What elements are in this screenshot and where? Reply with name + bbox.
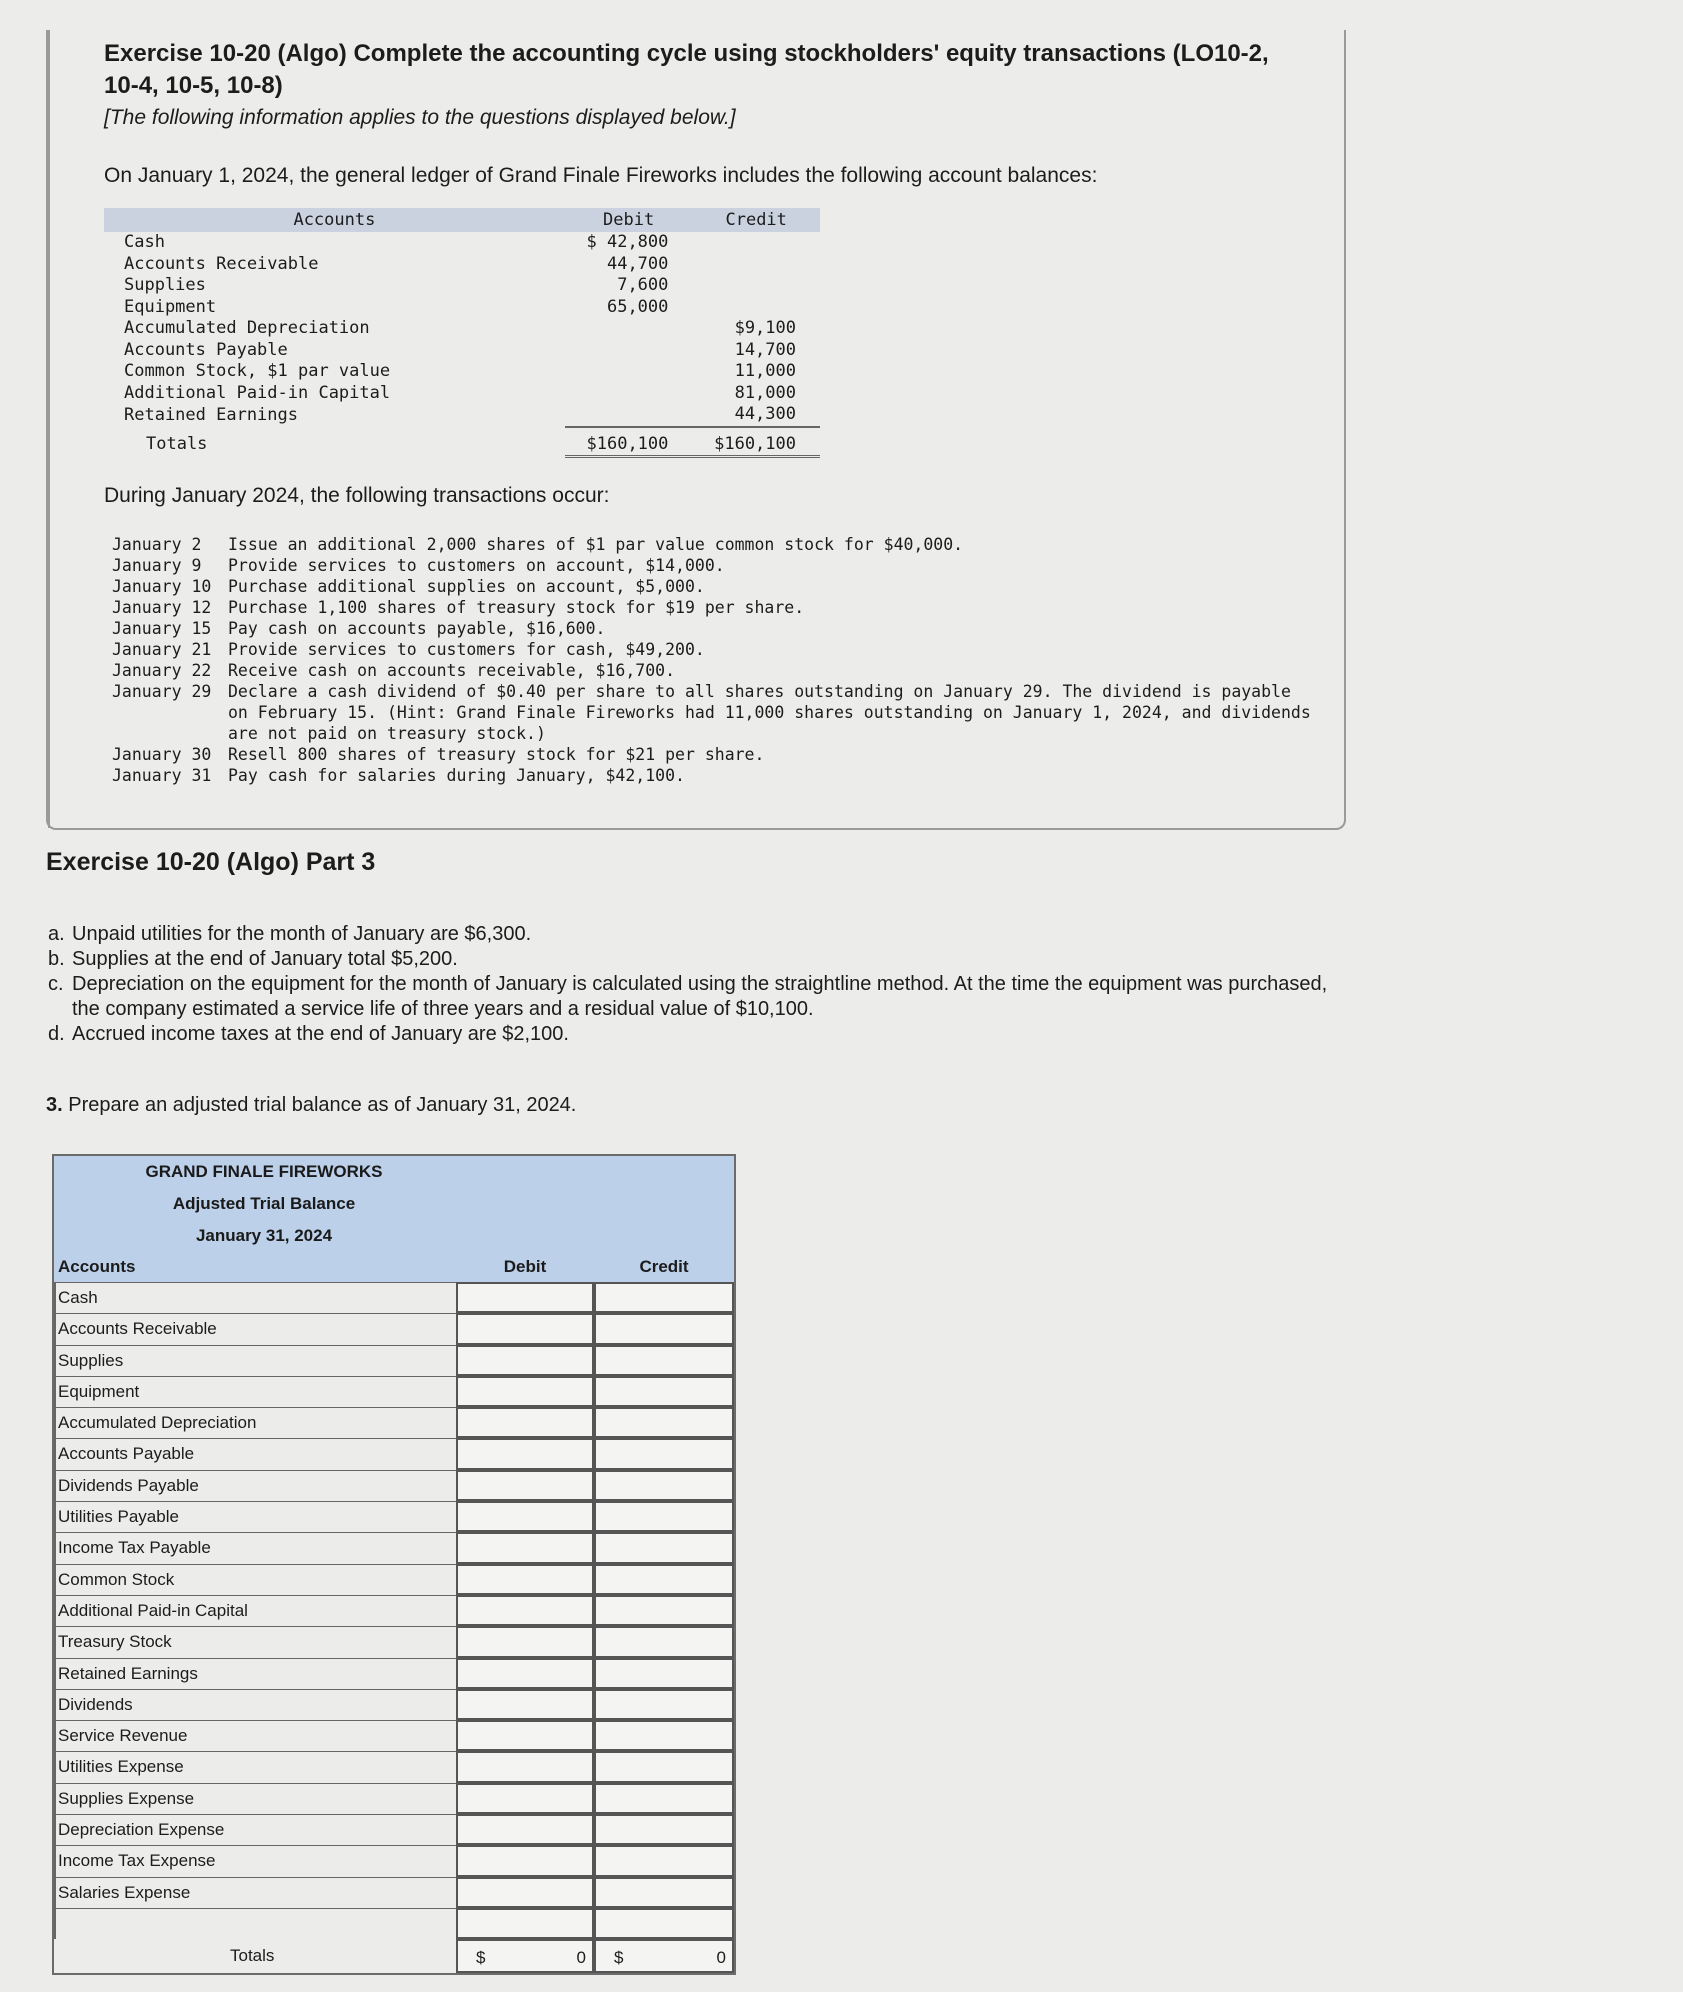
ledger-debit: 7,600	[617, 275, 669, 295]
atb-blank-credit-input[interactable]	[594, 1908, 734, 1939]
transaction-item	[112, 639, 1312, 660]
ledger-accounts-header: Accounts	[104, 208, 565, 232]
transaction-text: Issue an additional 2,000 shares of $1 par value common stock for $40,000.	[228, 535, 964, 554]
ledger-debit	[565, 404, 693, 427]
atb-credit-input[interactable]	[594, 1658, 734, 1689]
adjustment-text: Unpaid utilities for the month of January are $6,300.	[72, 923, 532, 945]
transaction-item	[112, 576, 1312, 597]
atb-debit-input[interactable]	[456, 1501, 594, 1532]
atb-accounts-header: Accounts	[58, 1257, 136, 1276]
transaction-item	[112, 681, 1312, 744]
transaction-date: January 9	[112, 556, 202, 575]
atb-credit-input[interactable]	[594, 1532, 734, 1563]
atb-credit-input[interactable]	[594, 1720, 734, 1751]
question-text: Prepare an adjusted trial balance as of January 31, 2024.	[68, 1094, 577, 1116]
transaction-date: January 12	[112, 598, 212, 617]
atb-account-name[interactable]: Utilities Expense	[54, 1751, 456, 1782]
atb-row	[54, 1438, 734, 1469]
ledger-row	[104, 383, 820, 405]
ledger-credit: 11,000	[734, 361, 796, 381]
transaction-text: Purchase 1,100 shares of treasury stock for $19 per share.	[228, 598, 805, 617]
transaction-text: Provide services to customers for cash, $49,200.	[228, 640, 705, 659]
atb-credit-input[interactable]	[594, 1438, 734, 1469]
adjustment-label: d.	[48, 1023, 65, 1045]
atb-credit-input[interactable]	[594, 1376, 734, 1407]
atb-column-headers	[54, 1252, 734, 1282]
ledger-debit: 65,000	[606, 296, 669, 317]
ledger-account: Common Stock, $1 par value	[124, 361, 391, 381]
atb-debit-input[interactable]	[456, 1595, 594, 1626]
atb-account-name[interactable]: Salaries Expense	[54, 1877, 456, 1908]
atb-account-name[interactable]: Equipment	[54, 1376, 456, 1407]
atb-heading	[54, 1156, 734, 1252]
adjustment-label: a.	[48, 923, 65, 945]
transaction-date: January 10	[112, 577, 212, 596]
info-note: [The following information applies to the questions displayed below.]	[104, 106, 736, 129]
atb-row	[54, 1658, 734, 1689]
atb-row	[54, 1470, 734, 1501]
ledger-account: Additional Paid-in Capital	[124, 382, 391, 403]
atb-credit-input[interactable]	[594, 1407, 734, 1438]
atb-account-name[interactable]: Dividends	[54, 1689, 456, 1720]
ledger-debit-header: Debit	[565, 208, 693, 232]
atb-account-name[interactable]: Accounts Payable	[54, 1438, 456, 1469]
atb-totals-label: Totals	[230, 1946, 275, 1966]
transaction-date: January 30	[112, 745, 212, 764]
ledger-totals-row	[104, 427, 820, 457]
atb-row	[54, 1564, 734, 1595]
ledger-credit: 14,700	[734, 339, 796, 360]
ledger-account: Cash	[124, 232, 165, 252]
question	[46, 1094, 576, 1117]
atb-credit-input[interactable]	[594, 1877, 734, 1908]
ledger-debit	[565, 361, 693, 383]
atb-account-name[interactable]: Service Revenue	[54, 1720, 456, 1751]
atb-credit-input[interactable]	[594, 1626, 734, 1657]
transaction-text: Receive cash on accounts receivable, $16,700.	[228, 661, 676, 680]
atb-credit-input[interactable]	[594, 1751, 734, 1782]
atb-debit-input[interactable]	[456, 1345, 594, 1376]
atb-debit-input[interactable]	[456, 1877, 594, 1908]
atb-debit-input[interactable]	[456, 1376, 594, 1407]
atb-row	[54, 1376, 734, 1407]
transaction-item	[112, 555, 1312, 576]
adjustment-text: Depreciation on the equipment for the month of January is calculated using the straightline method. At the time the equipment was purchased, the company estimated a service life of three years and a residual value of $10,100.	[72, 973, 1328, 1020]
atb-account-name[interactable]: Supplies	[54, 1345, 456, 1376]
adjustment-item	[48, 972, 1348, 1022]
atb-credit-input[interactable]	[594, 1689, 734, 1720]
ledger-total-credit: $160,100	[692, 427, 820, 457]
atb-account-name[interactable]: Depreciation Expense	[54, 1814, 456, 1845]
atb-row	[54, 1720, 734, 1751]
ledger-debit: 44,700	[606, 253, 669, 274]
adjustment-item	[48, 922, 1348, 947]
atb-debit-input[interactable]	[456, 1407, 594, 1438]
atb-debit-input[interactable]	[456, 1720, 594, 1751]
atb-account-name[interactable]: Dividends Payable	[54, 1470, 456, 1501]
ledger-credit	[692, 275, 820, 297]
atb-row	[54, 1407, 734, 1438]
atb-credit-input[interactable]	[594, 1501, 734, 1532]
atb-row	[54, 1845, 734, 1876]
atb-debit-input[interactable]	[456, 1751, 594, 1782]
atb-blank-debit-input[interactable]	[456, 1908, 594, 1939]
atb-row	[54, 1783, 734, 1814]
atb-debit-input[interactable]	[456, 1313, 594, 1344]
atb-row	[54, 1345, 734, 1376]
ledger-credit	[692, 232, 820, 254]
ledger-debit	[565, 383, 693, 405]
adjustment-item	[48, 947, 1348, 972]
atb-row	[54, 1282, 734, 1313]
atb-row	[54, 1595, 734, 1626]
transaction-date: January 31	[112, 766, 212, 785]
adjusted-trial-balance-form	[52, 1154, 736, 1975]
transaction-item	[112, 660, 1312, 681]
atb-debit-input[interactable]	[456, 1658, 594, 1689]
atb-debit-input[interactable]	[456, 1845, 594, 1876]
atb-account-name[interactable]: Common Stock	[54, 1564, 456, 1595]
ledger-account: Retained Earnings	[124, 404, 298, 425]
opening-balances-table	[104, 208, 820, 458]
atb-account-name[interactable]: Utilities Payable	[54, 1501, 456, 1532]
atb-credit-input[interactable]	[594, 1282, 734, 1313]
transaction-text: Resell 800 shares of treasury stock for $21 per share.	[228, 745, 765, 764]
ledger-row	[104, 404, 820, 427]
ledger-total-debit: $160,100	[565, 427, 693, 457]
atb-total-credit-value: 0	[716, 1948, 726, 1968]
ledger-row	[104, 232, 820, 254]
atb-account-name[interactable]: Treasury Stock	[54, 1626, 456, 1657]
atb-credit-input[interactable]	[594, 1313, 734, 1344]
atb-row	[54, 1814, 734, 1845]
ledger-row	[104, 275, 820, 297]
ledger-credit-header: Credit	[692, 208, 820, 232]
adjustments-list	[48, 922, 1348, 1047]
atb-debit-input[interactable]	[456, 1438, 594, 1469]
adjustment-label: b.	[48, 948, 65, 970]
atb-debit-input[interactable]	[456, 1783, 594, 1814]
ledger-row	[104, 254, 820, 276]
ledger-credit	[692, 254, 820, 276]
ledger-credit	[692, 297, 820, 319]
atb-credit-input[interactable]	[594, 1470, 734, 1501]
atb-blank-account-cell[interactable]	[54, 1908, 456, 1939]
atb-credit-input[interactable]	[594, 1564, 734, 1595]
transaction-text: Declare a cash dividend of $0.40 per share to all shares outstanding on January 29. The dividend is payable on February 15. (Hint: Grand Finale Fireworks had 11,000 shares outstanding on January 1, 2024, and dividends are not paid on treasury stock.)	[228, 682, 1311, 743]
transaction-date: January 21	[112, 640, 212, 659]
transaction-text: Pay cash on accounts payable, $16,600.	[228, 619, 606, 638]
ledger-account: Accounts Receivable	[124, 253, 319, 274]
atb-account-name[interactable]: Accumulated Depreciation	[54, 1407, 456, 1438]
intro-text: On January 1, 2024, the general ledger of Grand Finale Fireworks includes the following account balances:	[104, 164, 1098, 187]
atb-total-debit	[456, 1939, 594, 1973]
transaction-text: Pay cash for salaries during January, $42,100.	[228, 766, 685, 785]
atb-debit-input[interactable]	[456, 1564, 594, 1595]
transaction-date: January 29	[112, 682, 212, 701]
ledger-credit: $9,100	[734, 318, 796, 338]
atb-debit-header: Debit	[503, 1257, 547, 1276]
adjustment-item	[48, 1022, 1348, 1047]
transaction-text: Purchase additional supplies on account, $5,000.	[228, 577, 705, 596]
atb-account-name[interactable]: Retained Earnings	[54, 1658, 456, 1689]
atb-credit-input[interactable]	[594, 1814, 734, 1845]
atb-totals-row	[54, 1939, 734, 1973]
atb-account-name[interactable]: Income Tax Expense	[54, 1845, 456, 1876]
transaction-item	[112, 765, 1312, 786]
transaction-item	[112, 618, 1312, 639]
transactions-intro: During January 2024, the following transactions occur:	[104, 484, 610, 507]
atb-debit-input[interactable]	[456, 1470, 594, 1501]
ledger-totals-label: Totals	[146, 433, 208, 454]
ledger-debit	[565, 318, 693, 340]
atb-date: January 31, 2024	[195, 1226, 333, 1245]
question-number: 3.	[46, 1094, 63, 1116]
transaction-item	[112, 744, 1312, 765]
atb-debit-input[interactable]	[456, 1814, 594, 1845]
atb-company: GRAND FINALE FIREWORKS	[145, 1162, 383, 1181]
atb-blank-row	[54, 1908, 734, 1939]
ledger-credit: 81,000	[734, 382, 796, 403]
transaction-date: January 15	[112, 619, 212, 638]
atb-account-name[interactable]: Additional Paid-in Capital	[54, 1595, 456, 1626]
transaction-item	[112, 597, 1312, 618]
transaction-date: January 22	[112, 661, 212, 680]
transaction-item	[112, 534, 1312, 555]
ledger-account: Supplies	[124, 275, 206, 295]
ledger-row	[104, 340, 820, 362]
atb-account-name[interactable]: Accounts Receivable	[54, 1313, 456, 1344]
atb-total-debit-symbol: $	[476, 1948, 486, 1968]
ledger-account: Accounts Payable	[124, 339, 288, 360]
atb-total-credit	[594, 1939, 734, 1973]
atb-row	[54, 1313, 734, 1344]
atb-credit-input[interactable]	[594, 1783, 734, 1814]
atb-account-name[interactable]: Cash	[54, 1282, 456, 1313]
atb-credit-header: Credit	[639, 1257, 689, 1276]
ledger-credit: 44,300	[734, 404, 796, 424]
atb-row	[54, 1689, 734, 1720]
atb-credit-input[interactable]	[594, 1845, 734, 1876]
atb-account-name[interactable]: Supplies Expense	[54, 1783, 456, 1814]
atb-statement: Adjusted Trial Balance	[172, 1194, 356, 1213]
transaction-text: Provide services to customers on account, $14,000.	[228, 556, 725, 575]
atb-row	[54, 1751, 734, 1782]
atb-row	[54, 1501, 734, 1532]
ledger-row	[104, 297, 820, 319]
ledger-debit: $ 42,800	[586, 232, 669, 252]
atb-credit-input[interactable]	[594, 1345, 734, 1376]
transaction-date: January 2	[112, 535, 202, 554]
adjustment-text: Supplies at the end of January total $5,200.	[72, 948, 458, 970]
ledger-account: Equipment	[124, 296, 217, 317]
ledger-account: Accumulated Depreciation	[124, 318, 370, 338]
atb-credit-input[interactable]	[594, 1595, 734, 1626]
atb-row	[54, 1532, 734, 1563]
atb-row	[54, 1877, 734, 1908]
atb-debit-input[interactable]	[456, 1282, 594, 1313]
atb-row	[54, 1626, 734, 1657]
ledger-row	[104, 361, 820, 383]
atb-total-credit-symbol: $	[614, 1948, 624, 1968]
ledger-row	[104, 318, 820, 340]
adjustment-label: c.	[48, 973, 64, 995]
ledger-debit	[565, 340, 693, 362]
atb-debit-input[interactable]	[456, 1532, 594, 1563]
adjustment-text: Accrued income taxes at the end of January are $2,100.	[72, 1023, 569, 1045]
atb-total-debit-value: 0	[576, 1948, 586, 1968]
transactions-list	[112, 534, 1312, 786]
exercise-title: Exercise 10-20 (Algo) Complete the accounting cycle using stockholders' equity transactions (LO10-2, 10-4, 10-5, 10-8)	[104, 40, 1269, 99]
atb-debit-input[interactable]	[456, 1689, 594, 1720]
atb-debit-input[interactable]	[456, 1626, 594, 1657]
atb-account-name[interactable]: Income Tax Payable	[54, 1532, 456, 1563]
part-title: Exercise 10-20 (Algo) Part 3	[46, 848, 376, 876]
